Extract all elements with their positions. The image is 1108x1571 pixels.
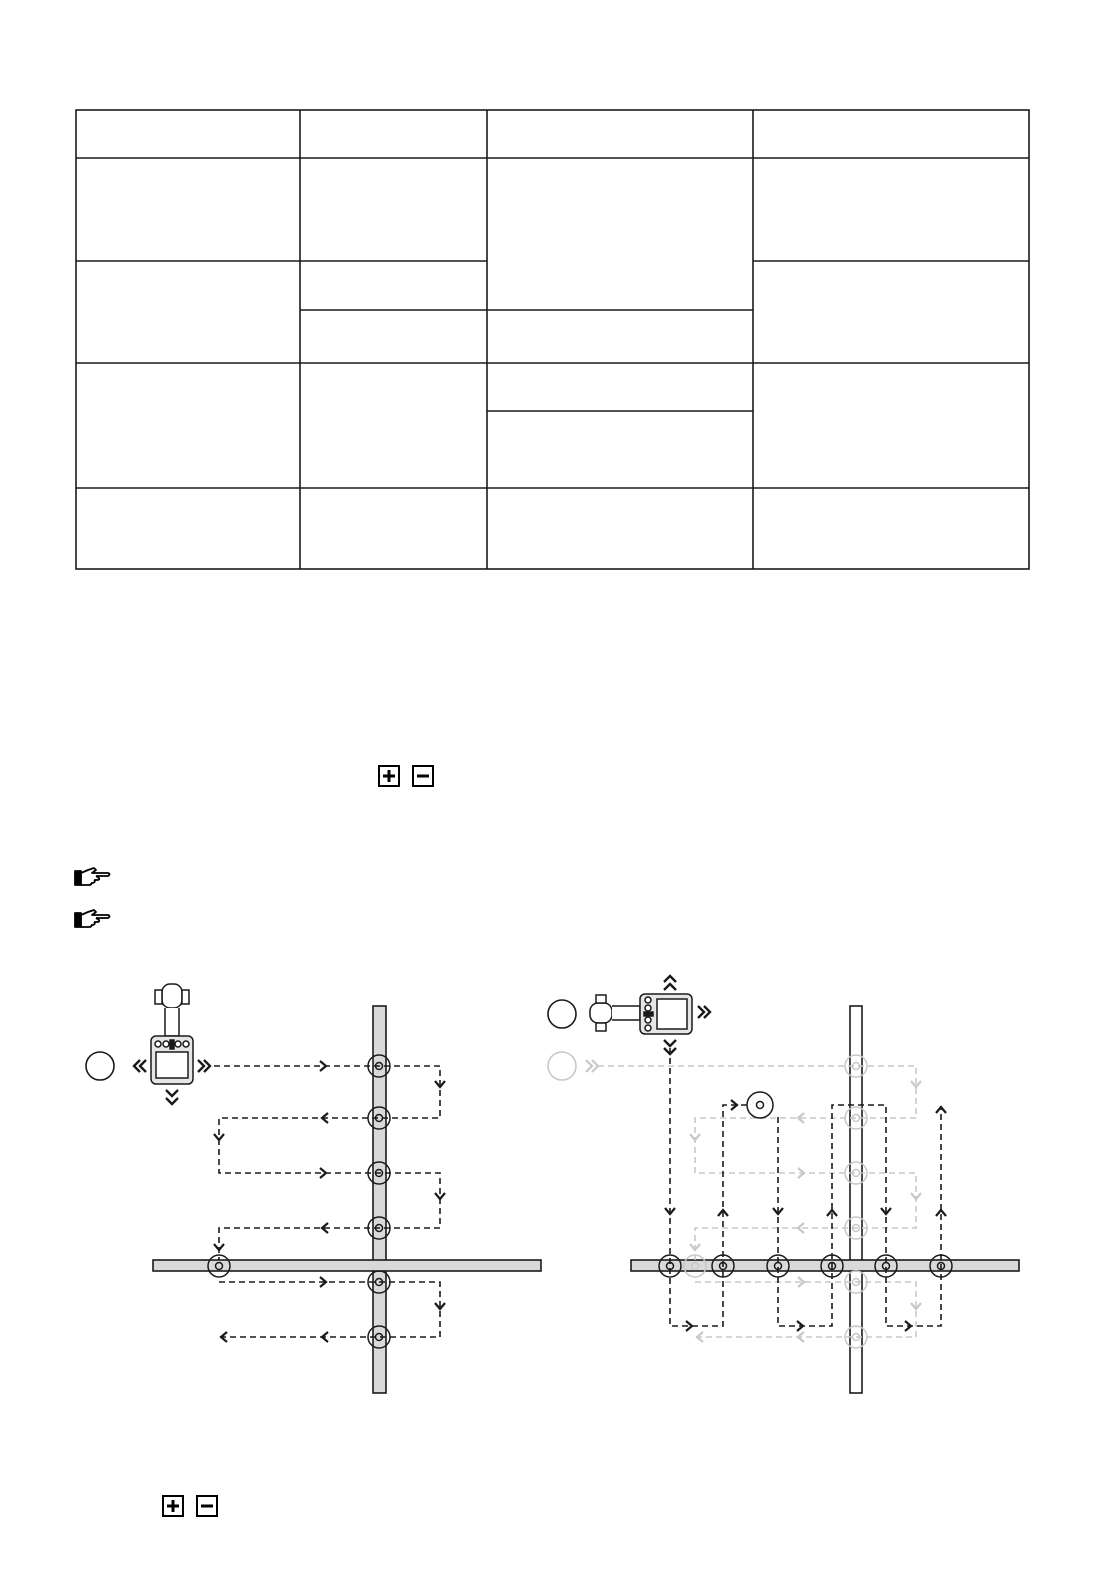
step-circle (548, 1000, 576, 1028)
vertical-pipe (850, 1006, 862, 1393)
receiver-device-icon (590, 994, 692, 1034)
right-diagram (548, 976, 1019, 1393)
receiver-device-icon (151, 984, 193, 1084)
horizontal-pipe (153, 1260, 541, 1271)
vertical-pipe (373, 1006, 386, 1393)
step-circle (86, 1052, 114, 1080)
horizontal-pipe (631, 1260, 1019, 1271)
plus-key-icon (162, 1495, 184, 1517)
minus-key-icon (196, 1495, 218, 1517)
step-circle-ghost (548, 1052, 576, 1080)
locate-marker (747, 1092, 773, 1118)
left-diagram (86, 984, 541, 1393)
